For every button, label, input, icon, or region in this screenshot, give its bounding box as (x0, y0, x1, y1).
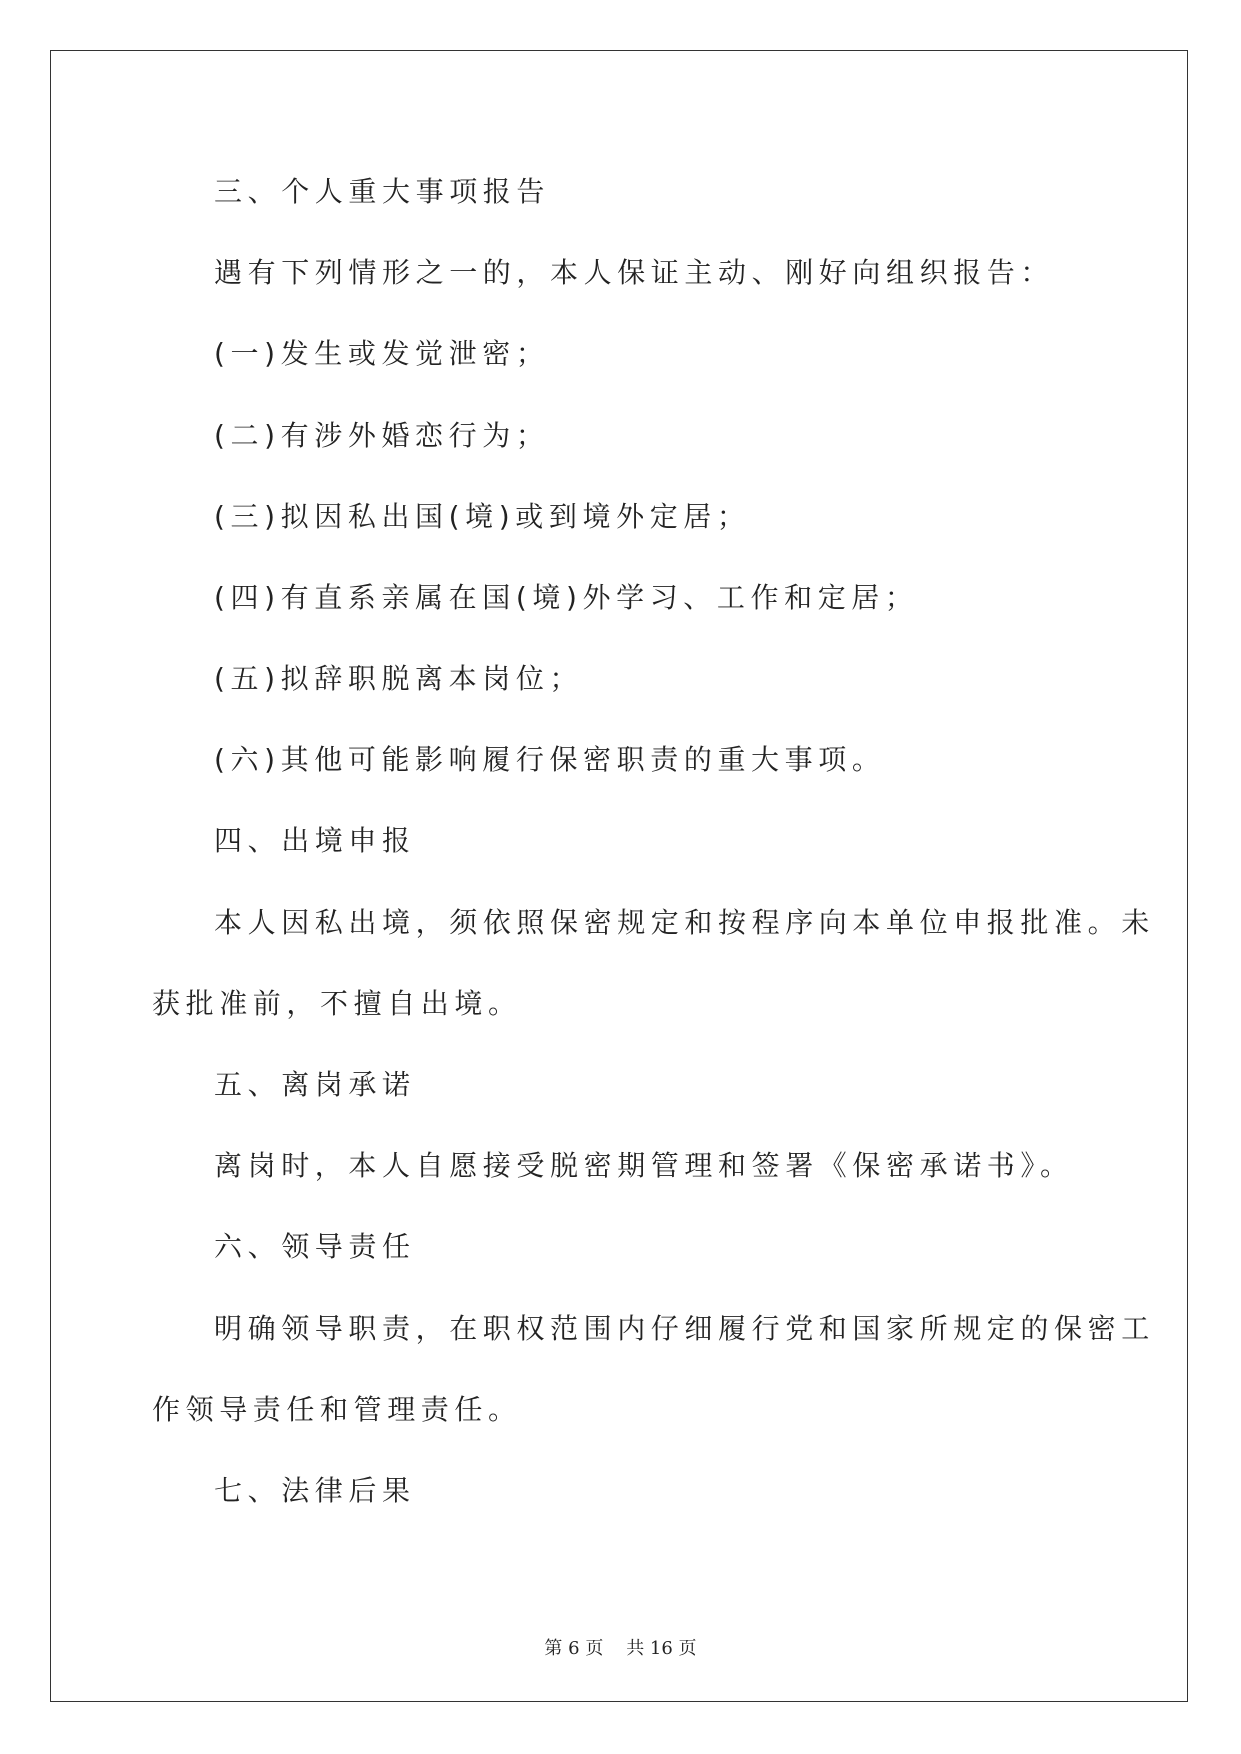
section-heading-7: 七、法律后果 (214, 1474, 416, 1507)
section-heading-3: 三、个人重大事项报告 (214, 175, 551, 208)
paragraph: 明确领导职责，在职权范围内仔细履行党和国家所规定的保密工 (214, 1312, 1155, 1345)
paragraph: 本人因私出境，须依照保密规定和按程序向本单位申报批准。未 (214, 906, 1155, 939)
section-heading-4: 四、出境申报 (214, 824, 416, 857)
list-item: (四)有直系亲属在国(境)外学习、工作和定居； (214, 581, 919, 614)
list-item: (三)拟因私出国(境)或到境外定居； (214, 500, 751, 533)
list-item: (一)发生或发觉泄密； (214, 337, 550, 370)
section-heading-5: 五、离岗承诺 (214, 1068, 416, 1101)
page-number-footer: 第 6 页 共 16 页 (544, 1638, 697, 1659)
paragraph: 离岗时，本人自愿接受脱密期管理和签署《保密承诺书》。 (214, 1149, 1074, 1182)
list-item: (六)其他可能影响履行保密职责的重大事项。 (214, 743, 886, 776)
list-item: (二)有涉外婚恋行为； (214, 419, 550, 452)
paragraph: 遇有下列情形之一的，本人保证主动、刚好向组织报告： (214, 256, 1055, 289)
paragraph-continuation: 获批准前，不擅自出境。 (152, 987, 522, 1020)
paragraph-continuation: 作领导责任和管理责任。 (152, 1393, 522, 1426)
list-item: (五)拟辞职脱离本岗位； (214, 662, 584, 695)
section-heading-6: 六、领导责任 (214, 1230, 416, 1263)
